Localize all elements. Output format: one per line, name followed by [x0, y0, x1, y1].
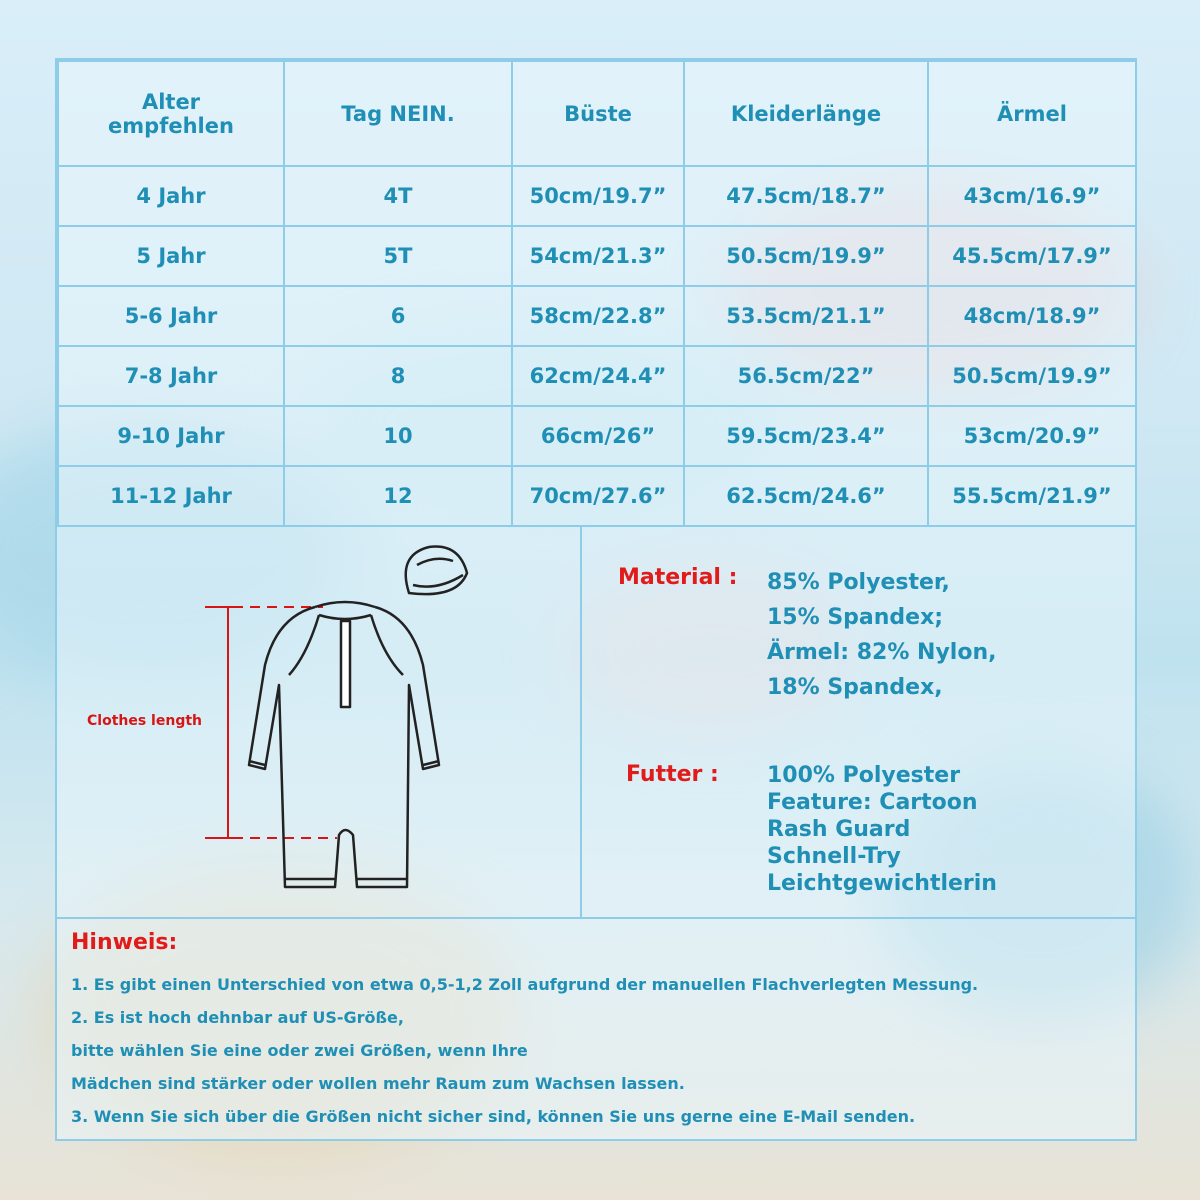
- material-label: Material :: [618, 565, 738, 590]
- cell-tag: 5T: [284, 226, 512, 286]
- material-panel: [582, 525, 1135, 919]
- futter-list: [767, 762, 997, 897]
- cell-sleeve: 53cm/20.9”: [928, 406, 1136, 466]
- futter-line: Feature: Cartoon: [767, 790, 978, 815]
- header-length: Kleiderlänge: [684, 61, 928, 166]
- cell-age: 4 Jahr: [58, 166, 284, 226]
- header-age: Alter empfehlen: [58, 61, 284, 166]
- table-row: [58, 466, 1136, 526]
- header-bust: Büste: [512, 61, 684, 166]
- cell-age: 9-10 Jahr: [58, 406, 284, 466]
- measurement-indicator: [205, 607, 337, 838]
- cell-tag: 8: [284, 346, 512, 406]
- cell-sleeve: 43cm/16.9”: [928, 166, 1136, 226]
- clothes-length-label: Clothes length: [87, 713, 202, 729]
- table-row: [58, 406, 1136, 466]
- cell-length: 62.5cm/24.6”: [684, 466, 928, 526]
- note-line: 3. Wenn Sie sich über die Größen nicht sicher sind, können Sie uns gerne eine E-Mail senden.: [71, 1107, 916, 1126]
- size-chart-sheet: [55, 58, 1137, 1141]
- futter-line: Rash Guard: [767, 817, 911, 842]
- garment-diagram-panel: [57, 525, 582, 919]
- note-line: Mädchen sind stärker oder wollen mehr Raum zum Wachsen lassen.: [71, 1074, 685, 1093]
- cell-bust: 62cm/24.4”: [512, 346, 684, 406]
- material-line: 85% Polyester,: [767, 570, 950, 595]
- table-row: [58, 166, 1136, 226]
- material-line: 18% Spandex,: [767, 675, 943, 700]
- futter-line: Leichtgewichtlerin: [767, 871, 997, 896]
- table-row: [58, 226, 1136, 286]
- cell-bust: 70cm/27.6”: [512, 466, 684, 526]
- cell-tag: 12: [284, 466, 512, 526]
- futter-line: 100% Polyester: [767, 763, 961, 788]
- futter-label: Futter :: [626, 762, 719, 787]
- note-line: 1. Es gibt einen Unterschied von etwa 0,5-1,2 Zoll aufgrund der manuellen Flachverlegten Messung.: [71, 975, 979, 994]
- material-line: 15% Spandex;: [767, 605, 944, 630]
- material-list: [767, 565, 996, 705]
- cell-length: 47.5cm/18.7”: [684, 166, 928, 226]
- table-row: [58, 346, 1136, 406]
- cell-bust: 58cm/22.8”: [512, 286, 684, 346]
- header-sleeve: Ärmel: [928, 61, 1136, 166]
- cell-age: 11-12 Jahr: [58, 466, 284, 526]
- note-line: 2. Es ist hoch dehnbar auf US-Größe,: [71, 1008, 404, 1027]
- notes-title: Hinweis:: [71, 930, 178, 955]
- swim-cap-icon: [406, 547, 467, 595]
- swimsuit-icon: [249, 602, 439, 887]
- note-line: bitte wählen Sie eine oder zwei Größen, wenn Ihre: [71, 1041, 528, 1060]
- notes-section: [71, 930, 1121, 1133]
- cell-length: 50.5cm/19.9”: [684, 226, 928, 286]
- futter-line: Schnell-Try: [767, 844, 901, 869]
- cell-bust: 50cm/19.7”: [512, 166, 684, 226]
- cell-bust: 66cm/26”: [512, 406, 684, 466]
- cell-length: 56.5cm/22”: [684, 346, 928, 406]
- cell-tag: 6: [284, 286, 512, 346]
- cell-age: 5-6 Jahr: [58, 286, 284, 346]
- cell-sleeve: 55.5cm/21.9”: [928, 466, 1136, 526]
- cell-bust: 54cm/21.3”: [512, 226, 684, 286]
- cell-length: 59.5cm/23.4”: [684, 406, 928, 466]
- cell-tag: 10: [284, 406, 512, 466]
- cell-age: 7-8 Jahr: [58, 346, 284, 406]
- cell-sleeve: 48cm/18.9”: [928, 286, 1136, 346]
- table-header-row: [58, 61, 1136, 166]
- material-line: Ärmel: 82% Nylon,: [767, 640, 997, 665]
- cell-tag: 4T: [284, 166, 512, 226]
- cell-age: 5 Jahr: [58, 226, 284, 286]
- table-row: [58, 286, 1136, 346]
- size-table: [57, 60, 1137, 527]
- cell-sleeve: 45.5cm/17.9”: [928, 226, 1136, 286]
- cell-sleeve: 50.5cm/19.9”: [928, 346, 1136, 406]
- header-tag: Tag NEIN.: [284, 61, 512, 166]
- cell-length: 53.5cm/21.1”: [684, 286, 928, 346]
